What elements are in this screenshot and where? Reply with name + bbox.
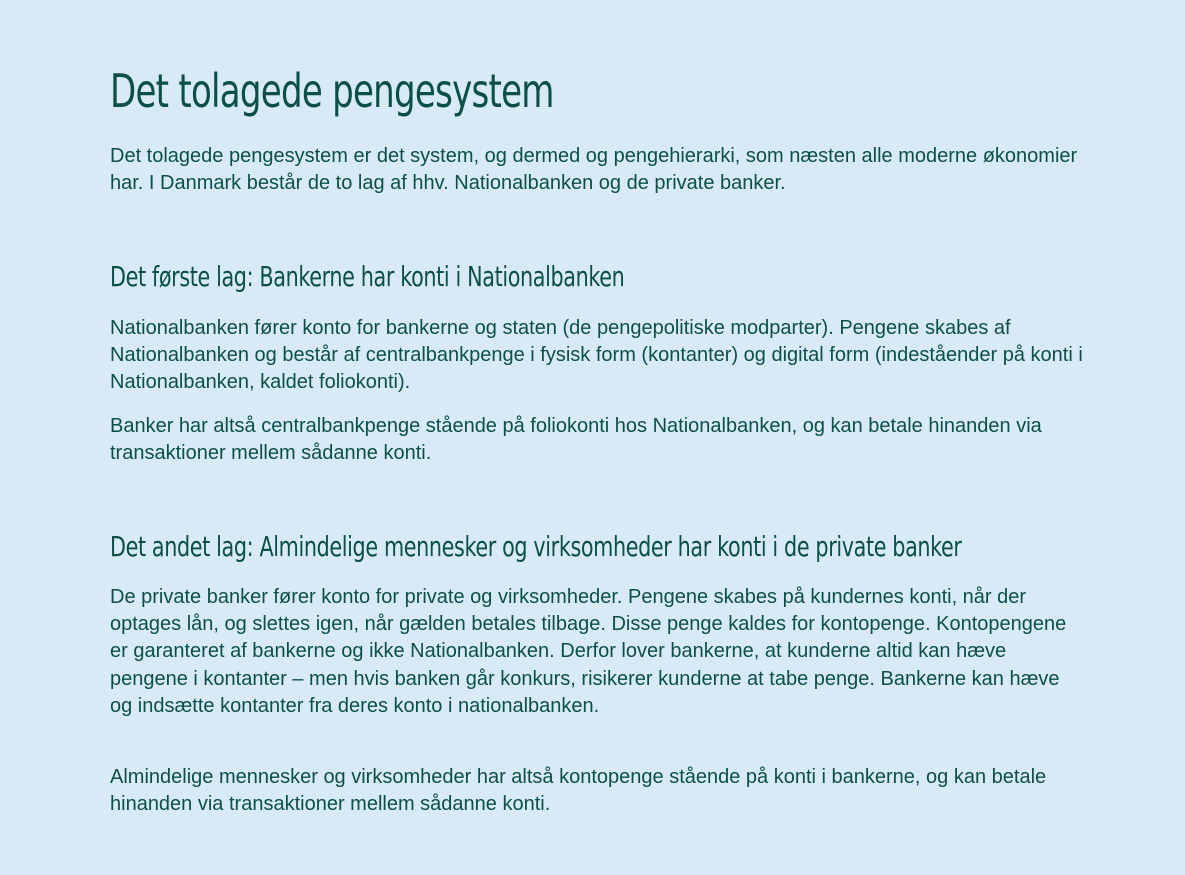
section-paragraph: De private banker fører konto for private og virksomheder. Pengene skabes på kundernes konti, når der optages lån, og slettes igen, når gælden betales tilbage. Disse penge kaldes for kontopenge. Kontopengene er garanteret af bankerne og ikke Nationalbanken. Derfor lover bankerne, at kunderne altid kan hæve pengene i kontanter – men hvis banken går konkurs, risikerer kunderne at tabe penge. Bankerne kan hæve og indsætte kontanter fra deres konto i nationalbanken. bbox=[110, 586, 1067, 717]
intro-paragraph: Det tolagede pengesystem er det system, og dermed og pengehierarki, som næsten alle moderne økonomier har. I Danmark består de to lag af hhv. Nationalbanken og de private banker. bbox=[110, 145, 1078, 195]
section-paragraph: Almindelige mennesker og virksomheder har altså kontopenge stående på konti i bankerne, og kan betale hinanden via transaktioner mellem sådanne konti. bbox=[110, 766, 1047, 816]
section-paragraph: Banker har altså centralbankpenge stående på foliokonti hos Nationalbanken, og kan betale hinanden via transaktioner mellem sådanne konti. bbox=[110, 415, 1042, 465]
section-paragraph: Nationalbanken fører konto for bankerne og staten (de pengepolitiske modparter). Pengene skabes af Nationalbanken og består af centralbankpenge i fysisk form (kontanter) og digital form (indeståender på konti i Nationalbanken, kaldet foliokonti). bbox=[110, 317, 1083, 394]
section-heading-second-layer: Det andet lag: Almindelige mennesker og virksomheder har konti i de private banker bbox=[110, 530, 962, 563]
section-heading-first-layer: Det første lag: Bankerne har konti i Nationalbanken bbox=[110, 260, 625, 293]
page-title: Det tolagede pengesystem bbox=[110, 64, 554, 118]
